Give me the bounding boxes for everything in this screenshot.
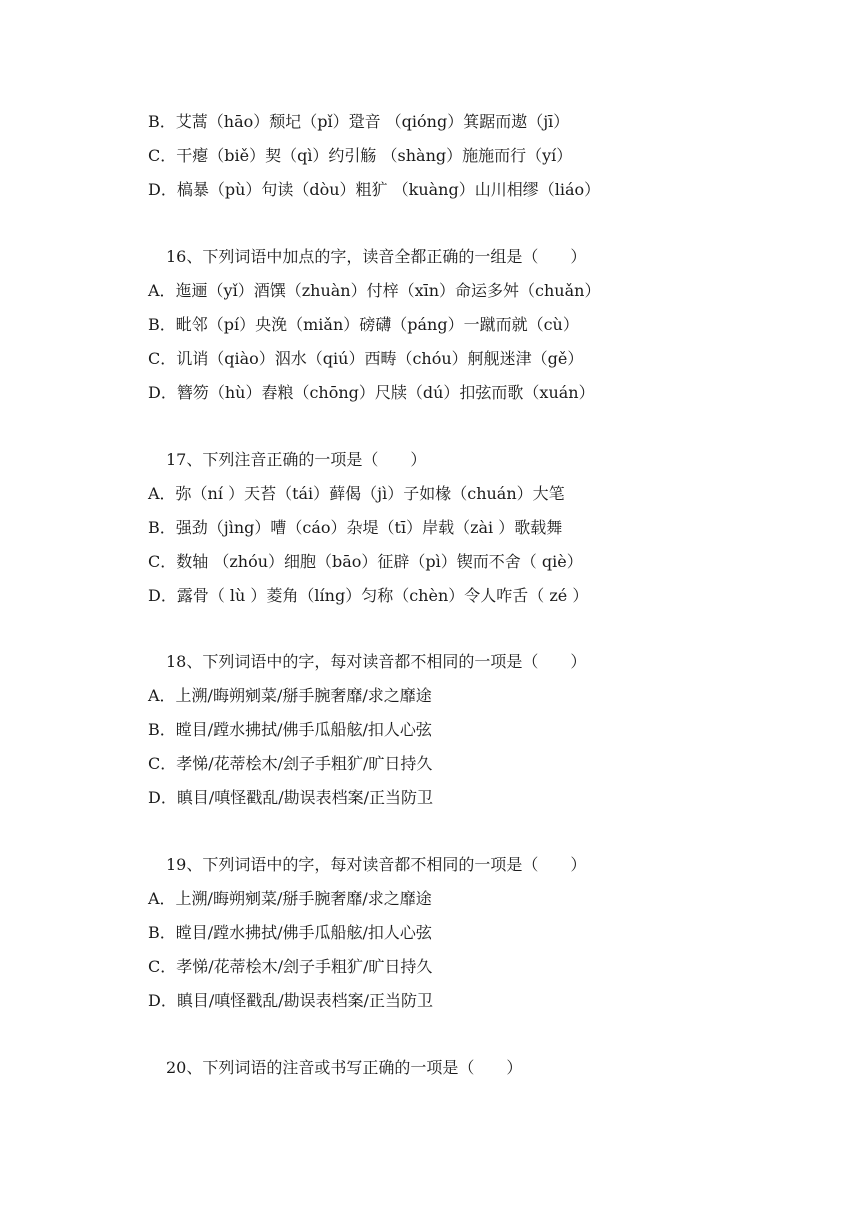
q20-stem: 20、下列词语的注音或书写正确的一项是（ ） (166, 1058, 523, 1077)
q15-option-d: D．槁暴（pù）句读（dòu）粗犷 （kuàng）山川相缪（liáo） (148, 180, 601, 199)
q18-option-d: D．瞋目/嗔怪戳乱/勘误表档案/正当防卫 (148, 788, 434, 807)
q16-stem: 16、下列词语中加点的字，读音全都正确的一组是（ ） (166, 247, 587, 266)
q19-option-b: B．瞠目/蹚水拂拭/佛手瓜船舷/扣人心弦 (148, 923, 432, 942)
q19-option-c: C．孝悌/花蒂桧木/刽子手粗犷/旷日持久 (148, 957, 433, 976)
q18-option-a: A．上溯/晦朔剜菜/掰手腕奢靡/求之靡途 (148, 686, 432, 705)
q18-option-b: B．瞠目/蹚水拂拭/佛手瓜船舷/扣人心弦 (148, 720, 432, 739)
q17-option-b: B．强劲（jìng）嘈（cáo）杂堤（tī）岸载（zài ）歌载舞 (148, 518, 563, 537)
q19-option-d: D．瞋目/嗔怪戳乱/勘误表档案/正当防卫 (148, 991, 434, 1010)
q16-option-b: B．毗邻（pí）央浼（miǎn）磅礴（páng）一蹴而就（cù） (148, 315, 579, 334)
q17-stem: 17、下列注音正确的一项是（ ） (166, 450, 427, 469)
q15-option-c: C．干瘪（biě）契（qì）约引觞 （shàng）施施而行（yí） (148, 146, 573, 165)
q17-option-a: A．弥（ní ）天苔（tái）藓偈（jì）子如椽（chuán）大笔 (148, 484, 565, 503)
q18-stem: 18、下列词语中的字，每对读音都不相同的一项是（ ） (166, 652, 587, 671)
q18-option-c: C．孝悌/花蒂桧木/刽子手粗犷/旷日持久 (148, 754, 433, 773)
q17-option-d: D．露骨（ lù ）菱角（líng）匀称（chèn）令人咋舌（ zé ） (148, 586, 589, 605)
q19-stem: 19、下列词语中的字，每对读音都不相同的一项是（ ） (166, 855, 587, 874)
q17-option-c: C．数轴 （zhóu）细胞（bāo）征辟（pì）锲而不舍（ qiè） (148, 552, 583, 571)
q15-option-b: B．艾蒿（hāo）颓圮（pǐ）跫音 （qióng）箕踞而遨（jī） (148, 112, 570, 131)
q16-option-a: A．迤逦（yǐ）酒馔（zhuàn）付梓（xīn）命运多舛（chuǎn） (148, 281, 601, 300)
q16-option-c: C．讥诮（qiào）泅水（qiú）西畴（chóu）舸舰迷津（gě） (148, 349, 584, 368)
q16-option-d: D．簪笏（hù）舂粮（chōng）尺牍（dú）扣弦而歌（xuán） (148, 383, 595, 402)
q19-option-a: A．上溯/晦朔剜菜/掰手腕奢靡/求之靡途 (148, 889, 432, 908)
